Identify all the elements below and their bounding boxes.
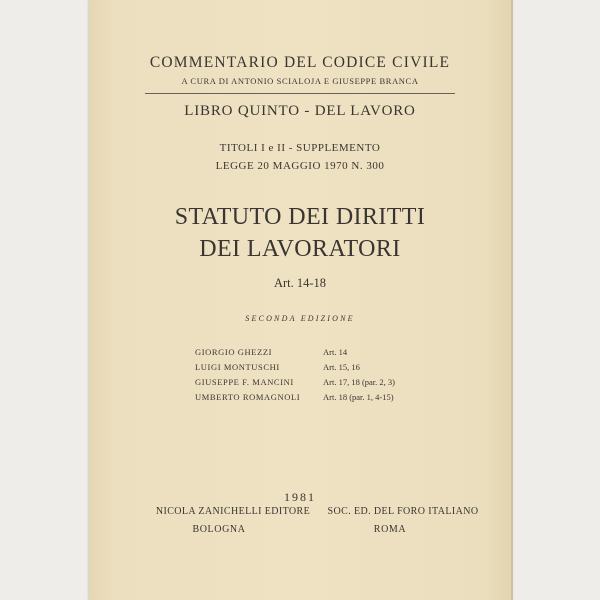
contributor-articles: Art. 15, 16 xyxy=(323,362,360,372)
contributor-articles: Art. 14 xyxy=(323,347,348,357)
book-title: LIBRO QUINTO - DEL LAVORO xyxy=(184,103,416,119)
series-editors: A CURA DI ANTONIO SCIALOJA E GIUSEPPE BRANCA xyxy=(181,76,419,86)
titles-line: TITOLI I e II - SUPPLEMENTO xyxy=(219,142,381,154)
contributor-name: GIORGIO GHEZZI xyxy=(195,347,273,357)
main-title-line-1: STATUTO DEI DIRITTI xyxy=(174,204,426,230)
publication-year: 1981 xyxy=(284,490,316,504)
publisher-city: ROMA xyxy=(373,524,407,535)
articles-range: Art. 14-18 xyxy=(273,276,327,290)
header-rule xyxy=(145,93,455,94)
series-title: COMMENTARIO DEL CODICE CIVILE xyxy=(149,54,451,71)
contributor-articles: Art. 17, 18 (par. 2, 3) xyxy=(323,377,396,387)
law-line: LEGGE 20 MAGGIO 1970 N. 300 xyxy=(215,160,385,172)
contributor-name: GIUSEPPE F. MANCINI xyxy=(195,377,294,387)
page-edge xyxy=(511,0,513,600)
contributor-name: LUIGI MONTUSCHI xyxy=(195,362,280,372)
publisher-name: NICOLA ZANICHELLI EDITORE xyxy=(155,506,311,517)
contributor-name: UMBERTO ROMAGNOLI xyxy=(195,392,301,402)
contributor-articles: Art. 18 (par. 1, 4-15) xyxy=(323,392,394,402)
publisher-city: BOLOGNA xyxy=(192,524,246,535)
edition-label: SECONDA EDIZIONE xyxy=(245,314,355,323)
publisher-name: SOC. ED. DEL FORO ITALIANO xyxy=(327,506,479,517)
main-title-line-2: DEI LAVORATORI xyxy=(199,236,401,262)
